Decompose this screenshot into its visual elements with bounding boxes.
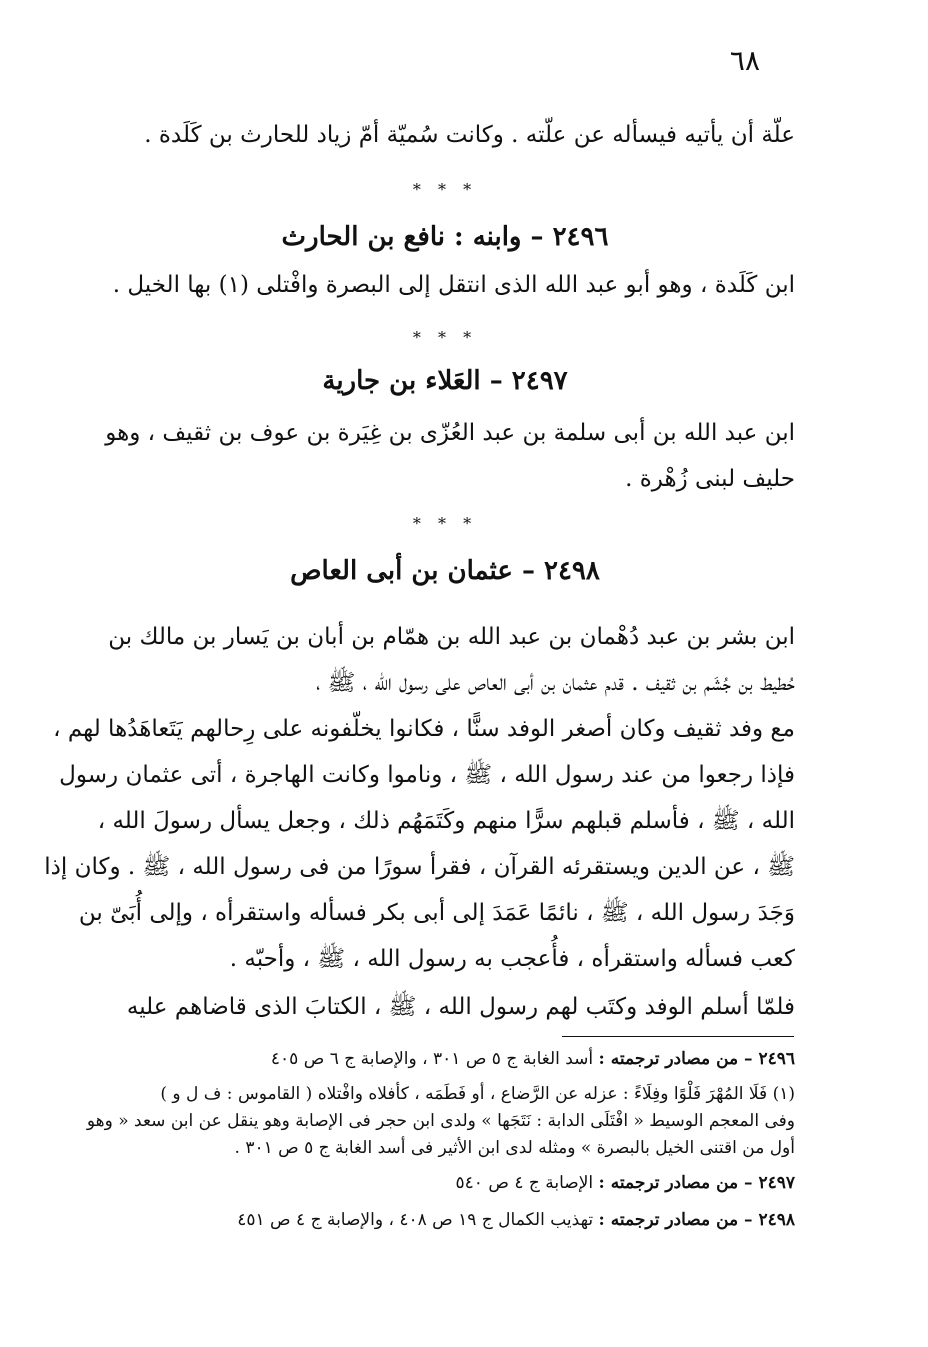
footnote-text: تهذيب الكمال ج ١٩ ص ٤٠٨ ، والإصابة ج ٤ ص ٤٥١ [237,1210,599,1230]
footnote-2498-sources [95,1207,795,1234]
text-line: حُطيط بن جُشَم بن ثقيف . قدم عثمان بن أبى العاص على رسول الله ، ﷺ ، [315,670,795,696]
footnote-2496-sources [95,1046,795,1073]
entry-heading-2497: ٢٤٩٧ – العَلاء بن جارية [322,366,568,396]
footnote-1-line: وفى المعجم الوسيط « افْتَلَى الدابة : نَتَجَها » ولدى ابن حجر فى الإصابة وهو ينقل عن ابن سعد « وهو [86,1111,795,1131]
text-line: ابن عبد الله بن أبى سلمة بن عبد العُزّى بن غِيَرة بن عوف بن ثقيف ، وهو [105,420,795,446]
entry-body-2496 [95,262,795,308]
text-line: ﷺ ، عن الدين ويستقرئه القرآن ، فقرأ سورًا من فى رسول الله ، ﷺ . وكان إذا [44,854,795,880]
text-line: ابن كَلَدة ، وهو أبو عبد الله الذى انتقل إلى البصرة وافْتلى (١) بها الخيل . [112,272,795,298]
section-separator: * * * [412,328,478,347]
entry-heading-2498: ٢٤٩٨ – عثمان بن أبى العاص [290,556,600,586]
text-line: الله ، ﷺ ، فأسلم قبلهم سرًّا منهم وكَتَمَهُم ذلك ، وجعل يسأل رسولَ الله ، [97,808,795,834]
footnotes [86,1046,795,1234]
footnote-label: ٢٤٩٧ – من مصادر ترجمته : [598,1173,795,1193]
text-line: علّة أن يأتيه فيسأله عن علّته . وكانت سُميّة أمّ زياد للحارث بن كَلَدة . [144,122,795,148]
text-line: فإذا رجعوا من عند رسول الله ، ﷺ ، وناموا وكانت الهاجرة ، أتى عثمان رسول [59,762,795,788]
footnote-text: الإصابة ج ٤ ص ٥٤٠ [455,1173,599,1193]
footnote-2497-sources [95,1170,795,1197]
section-separator: * * * [412,514,478,533]
footnote-text: أسد الغابة ج ٥ ص ٣٠١ ، والإصابة ج ٦ ص ٤٠٥ [270,1049,599,1069]
entry-body-2498 [44,614,795,1030]
footnote-separator [562,1036,794,1037]
text-line: وَجَدَ رسول الله ، ﷺ ، نائمًا عَمَدَ إلى أبى بكر فسأله واستقرأه ، وإلى أُبَىّ بن [78,900,795,926]
page-number: ٦٨ [729,44,760,77]
entry-heading-2496: ٢٤٩٦ – وابنه : نافع بن الحارث [281,222,609,252]
intro-paragraph [95,112,795,158]
text-line: فلمّا أسلم الوفد وكتَب لهم رسول الله ، ﷺ ، الكتابَ الذى قاضاهم عليه [126,994,795,1020]
text-line: ابن بشر بن عبد دُهْمان بن عبد الله بن همّام بن أبان بن يَسار بن مالك بن [108,624,795,650]
text-line: كعب فسأله واستقرأه ، فأُعجب به رسول الله ، ﷺ ، وأحبّه . [229,946,795,972]
footnote-label: ٢٤٩٦ – من مصادر ترجمته : [598,1049,795,1069]
footnote-1-line: (١) فَلَا المُهْرَ فَلْوًا وفِلَاءً : عزله عن الرَّضاع ، أو فَطَمَه ، كأفلاه وافْتلاه ( القاموس : ف ل و ) [160,1084,795,1104]
footnote-1-line: أول من اقتنى الخيل بالبصرة » ومثله لدى ابن الأثير فى أسد الغابة ج ٥ ص ٣٠١ . [234,1138,795,1158]
section-separator: * * * [412,180,478,199]
entry-body-2497 [95,410,795,502]
footnote-label: ٢٤٩٨ – من مصادر ترجمته : [598,1210,795,1230]
text-line: حليف لبنى زُهْرة . [625,466,795,492]
text-line: مع وفد ثقيف وكان أصغر الوفد سنًّا ، فكانوا يخلّفونه على رِحالهم يَتَعاهَدُها لهم ، [53,716,795,742]
